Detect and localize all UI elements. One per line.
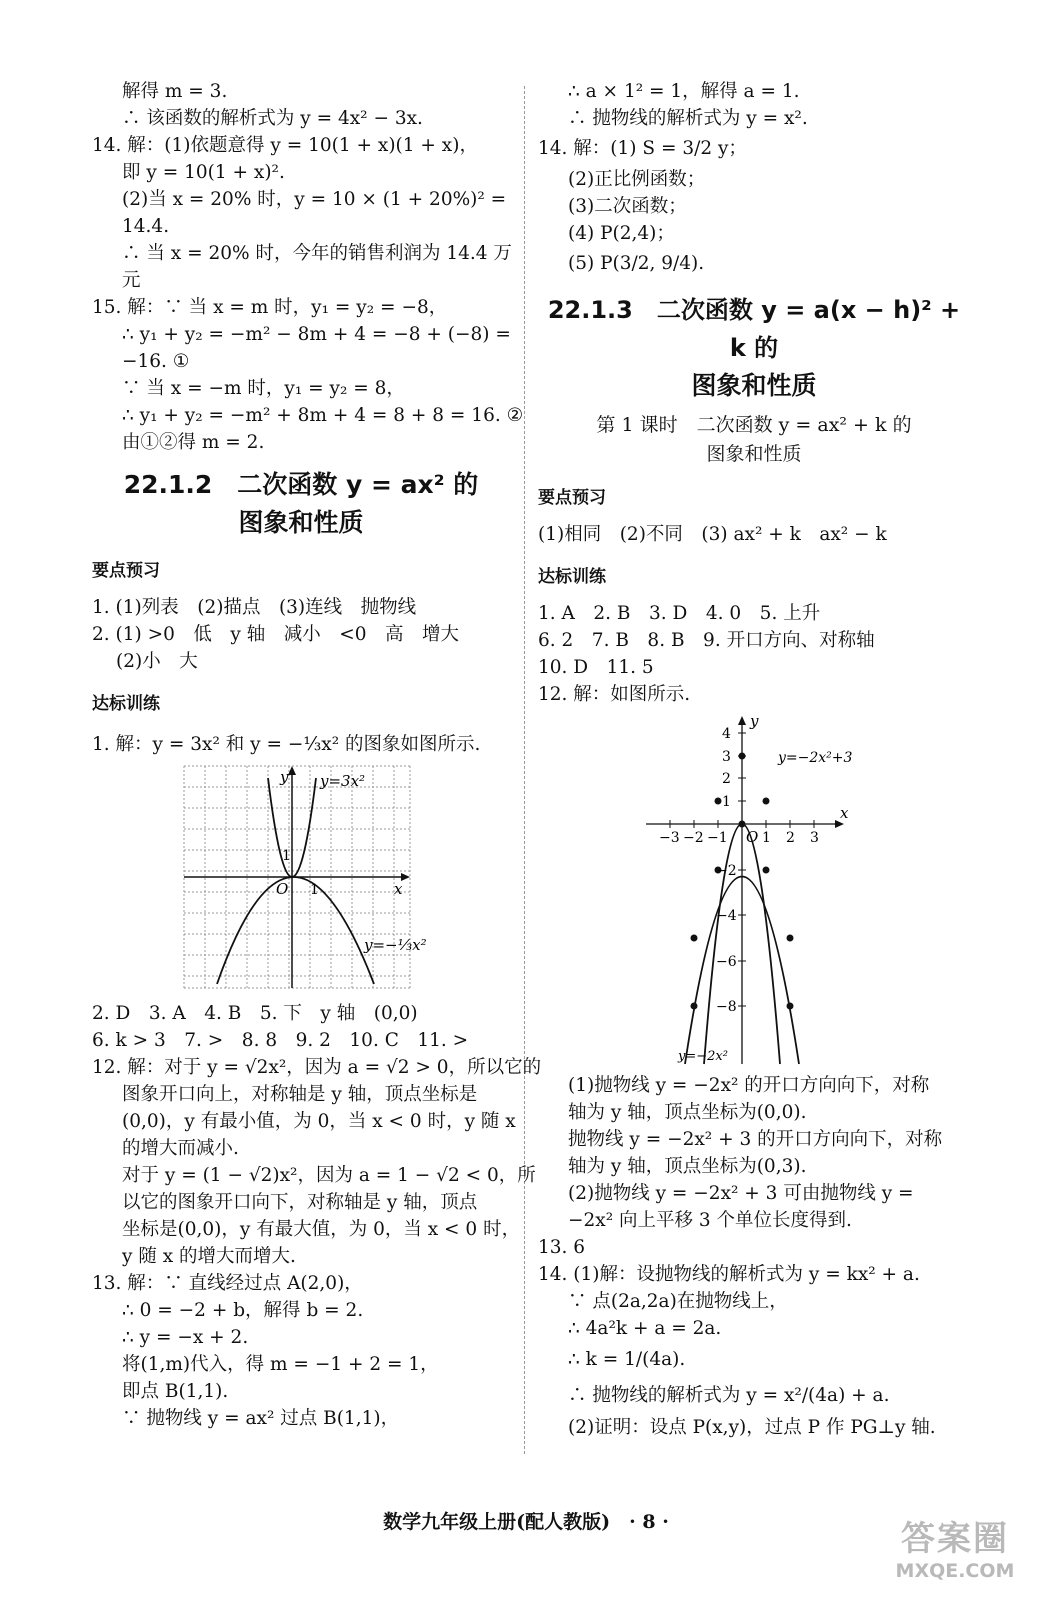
origin-label: O: [276, 880, 289, 898]
text-line: ∵ 点(2a,2a)在抛物线上，: [568, 1291, 788, 1312]
text-line: (2)抛物线 y = −2x² + 3 可由抛物线 y =: [568, 1183, 914, 1204]
y-tick-label: 4: [722, 726, 731, 742]
text-line: 以它的图象开口向下，对称轴是 y 轴，顶点: [122, 1192, 478, 1213]
y-tick-label: −6: [716, 954, 737, 970]
text-line: ∴ 抛物线的解析式为 y = x²/(4a) + a.: [568, 1385, 890, 1406]
x-tick-label: −2: [683, 830, 704, 846]
watermark-logo: 答案圈: [901, 1519, 1009, 1559]
right-column: [538, 78, 970, 1441]
page-footer: 数学九年级上册(配人教版) · 8 ·: [383, 1511, 669, 1533]
column-divider: [524, 86, 525, 1454]
section-title: 22.1.2 二次函数 y = ax² 的: [123, 470, 479, 499]
practice-label: 达标训练: [92, 694, 160, 714]
lesson-title: 第 1 课时 二次函数 y = ax² + k 的: [596, 414, 912, 436]
text-line: 15. 解：∵ 当 x = m 时，y₁ = y₂ = −8，: [92, 297, 448, 318]
parabola-graph-2: [538, 714, 970, 1066]
tick-label-y: 1: [282, 848, 291, 864]
text-line: 1. (1)列表 (2)描点 (3)连线 抛物线: [92, 597, 417, 618]
y-tick-label: −2: [716, 863, 737, 879]
y-tick-label: −4: [716, 908, 737, 924]
key-points-label: 要点预习: [92, 561, 160, 581]
text-line: 2. (1) >0 低 y 轴 减小 <0 高 增大: [92, 624, 459, 645]
text-line: 14.4.: [122, 216, 170, 237]
text-line: ∴ 当 x = 20% 时，今年的销售利润为 14.4 万: [122, 243, 512, 264]
text-line: (5) P(3/2, 9/4).: [568, 253, 705, 274]
text-line: (2)正比例函数；: [568, 169, 706, 190]
text-line: 即 y = 10(1 + x)².: [122, 162, 285, 183]
text-line: 14. 解：(1)依题意得 y = 10(1 + x)(1 + x)，: [92, 135, 478, 156]
x-tick-label: 2: [786, 830, 795, 846]
text-line: ∴ k = 1/(4a).: [568, 1349, 686, 1370]
text-line: 轴为 y 轴，顶点坐标为(0,0).: [568, 1102, 807, 1123]
text-line: 12. 解：如图所示.: [538, 684, 691, 705]
text-line: 13. 解：∵ 直线经过点 A(2,0)，: [92, 1273, 363, 1294]
curve-y-neg-third-x2: [217, 877, 374, 984]
x-axis-label: x: [394, 880, 403, 898]
y-axis-arrow: [738, 716, 746, 725]
section-title-line2: 图象和性质: [238, 508, 364, 537]
text-line: ∵ 当 x = −m 时，y₁ = y₂ = 8，: [122, 378, 405, 399]
text-line: 12. 解：对于 y = √2x²，因为 a = √2 > 0，所以它的: [92, 1057, 542, 1078]
text-line: (2)当 x = 20% 时，y = 10 × (1 + 20%)² =: [122, 189, 507, 210]
text-line: (0,0)，y 有最小值，为 0，当 x < 0 时，y 随 x: [122, 1111, 516, 1132]
section-title: 22.1.3 二次函数 y = a(x − h)² + k 的: [547, 296, 961, 362]
x-axis-label: x: [840, 804, 849, 822]
text-line: ∵ 抛物线 y = ax² 过点 B(1,1)，: [122, 1408, 400, 1429]
tick-label-x: 1: [310, 882, 319, 898]
text-line: ∴ 0 = −2 + b，解得 b = 2.: [122, 1300, 364, 1321]
text-line: 由①②得 m = 2.: [122, 432, 265, 453]
text-line: 6. 2 7. B 8. B 9. 开口方向、对称轴: [538, 630, 875, 651]
text-line: 6. k > 3 7. > 8. 8 9. 2 10. C 11. >: [92, 1030, 469, 1051]
text-line: (2)小 大: [116, 651, 198, 672]
y-tick-label: 1: [722, 794, 731, 810]
text-line: 2. D 3. A 4. B 5. 下 y 轴 (0,0): [92, 1003, 418, 1024]
text-line: ∴ 抛物线的解析式为 y = x².: [568, 108, 808, 129]
left-column: [92, 78, 542, 1432]
text-line: (2)证明：设点 P(x,y)，过点 P 作 PG⊥y 轴.: [568, 1417, 936, 1438]
text-line: 元: [122, 270, 141, 291]
text-line: 对于 y = (1 − √2)x²，因为 a = 1 − √2 < 0，所: [122, 1165, 536, 1186]
text-line: (1)抛物线 y = −2x² 的开口方向向下，对称: [568, 1075, 930, 1096]
text-line: −16. ①: [122, 351, 190, 372]
text-line: 13. 6: [538, 1237, 586, 1258]
text-line: 即点 B(1,1).: [122, 1381, 229, 1402]
curve2-label: y=−⅓x²: [364, 936, 427, 954]
text-line: −2x² 向上平移 3 个单位长度得到.: [568, 1210, 852, 1231]
text-line: 图象开口向上，对称轴是 y 轴，顶点坐标是: [122, 1084, 478, 1105]
text-line: 抛物线 y = −2x² + 3 的开口方向向下，对称: [568, 1129, 943, 1150]
y-axis-label: y: [280, 768, 289, 786]
curve2-label: y=−2x²: [678, 1049, 728, 1064]
text-line: ∴ 4a²k + a = 2a.: [568, 1318, 722, 1339]
x-tick-label: −1: [707, 830, 728, 846]
text-line: 1. A 2. B 3. D 4. 0 5. 上升: [538, 603, 821, 624]
text-line: 的增大而减小.: [122, 1138, 239, 1159]
text-line: ∴ y = −x + 2.: [122, 1327, 249, 1348]
text-line: 解得 m = 3.: [122, 81, 228, 102]
watermark-url: MXQE.COM: [895, 1560, 1015, 1582]
lesson-title-line2: 图象和性质: [706, 443, 802, 465]
text-line: (1)相同 (2)不同 (3) ax² + k ax² − k: [538, 524, 887, 545]
parabola-graph-1: [92, 764, 510, 994]
curve1-label: y=3x²: [320, 772, 366, 790]
text-line: (4) P(2,4)；: [568, 223, 675, 244]
text-line: 14. 解：(1) S = 3/2 y；: [538, 138, 747, 159]
watermark: [880, 1511, 1030, 1582]
practice-label: 达标训练: [538, 567, 606, 587]
text-line: 坐标是(0,0)，y 有最大值，为 0，当 x < 0 时，: [122, 1219, 521, 1240]
text-line: ∴ y₁ + y₂ = −m² − 8m + 4 = −8 + (−8) =: [122, 324, 511, 345]
text-line: (3)二次函数；: [568, 196, 687, 217]
text-line: y 随 x 的增大而增大.: [122, 1246, 296, 1267]
y-tick-label: 3: [722, 749, 731, 765]
text-line: 14. (1)解：设抛物线的解析式为 y = kx² + a.: [538, 1264, 920, 1285]
text-line: 将(1,m)代入，得 m = −1 + 2 = 1，: [122, 1354, 439, 1375]
key-points-label: 要点预习: [538, 488, 606, 508]
text-line: ∴ 该函数的解析式为 y = 4x² − 3x.: [122, 108, 423, 129]
y-axis-label: y: [750, 714, 759, 730]
y-tick-label: −8: [716, 999, 737, 1015]
x-tick-label: −3: [659, 830, 680, 846]
section-title-line2: 图象和性质: [691, 371, 817, 400]
y-tick-label: 2: [722, 771, 731, 787]
text-line: ∴ a × 1² = 1，解得 a = 1.: [568, 81, 800, 102]
origin-label: O: [746, 828, 759, 846]
curve1-label: y=−2x²+3: [778, 750, 853, 766]
text-line: 1. 解：y = 3x² 和 y = −⅓x² 的图象如图所示.: [92, 734, 481, 755]
x-tick-label: 3: [810, 830, 819, 846]
x-tick-label: 1: [762, 830, 771, 846]
text-line: ∴ y₁ + y₂ = −m² + 8m + 4 = 8 + 8 = 16. ②: [122, 405, 524, 426]
text-line: 10. D 11. 5: [538, 657, 654, 678]
text-line: 轴为 y 轴，顶点坐标为(0,3).: [568, 1156, 807, 1177]
